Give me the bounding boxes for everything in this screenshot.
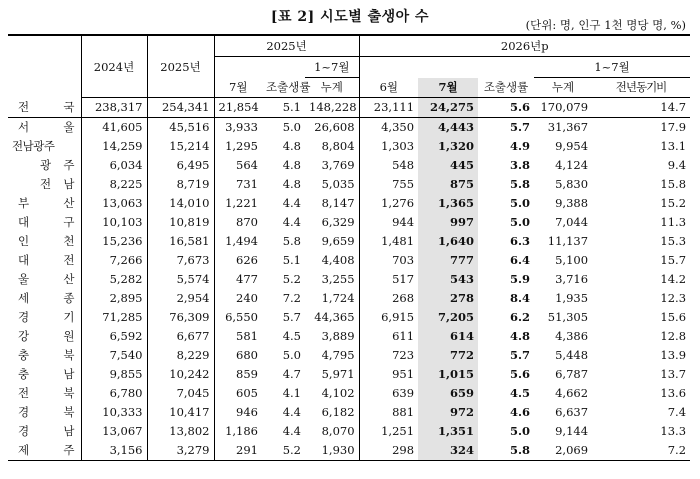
value-cell: 13,802 bbox=[147, 422, 214, 441]
value-cell: 1,365 bbox=[418, 194, 478, 213]
value-cell: 4.8 bbox=[282, 158, 301, 172]
value-cell: 5.0 bbox=[510, 196, 531, 210]
value-cell: 1,640 bbox=[418, 232, 478, 251]
value-cell: 7.2 bbox=[282, 291, 301, 305]
value-cell: 3.8 bbox=[510, 158, 531, 172]
value-cell: 2,069 bbox=[534, 441, 592, 461]
region-cell: 인 천 bbox=[8, 232, 81, 251]
header-group-2026: 2026년p bbox=[359, 35, 690, 57]
value-cell: 291 bbox=[214, 441, 262, 461]
value-cell: 3,156 bbox=[81, 441, 147, 461]
value-cell: 15.3 bbox=[660, 234, 687, 248]
value-cell: 1,481 bbox=[381, 234, 415, 248]
value-cell: 605 bbox=[236, 386, 258, 400]
value-cell: 3,279 bbox=[147, 441, 214, 461]
value-cell: 6,034 bbox=[81, 156, 147, 175]
value-cell: 875 bbox=[418, 175, 478, 194]
value-cell: 23,111 bbox=[359, 98, 418, 118]
value-cell: 4,350 bbox=[381, 120, 415, 134]
value-cell: 41,605 bbox=[81, 118, 147, 138]
value-cell: 16,581 bbox=[147, 232, 214, 251]
value-cell: 5.8 bbox=[478, 441, 534, 461]
value-cell: 951 bbox=[392, 367, 415, 381]
table-title: [표 2] 시도별 출생아 수 bbox=[270, 9, 430, 25]
value-cell: 254,341 bbox=[147, 98, 214, 118]
value-cell: 1,221 bbox=[225, 196, 258, 210]
region-cell: 경 북 bbox=[8, 403, 81, 422]
value-cell: 4.7 bbox=[282, 367, 301, 381]
value-cell: 1,303 bbox=[381, 139, 415, 153]
value-cell: 9,855 bbox=[81, 365, 147, 384]
value-cell: 3,255 bbox=[305, 270, 359, 289]
value-cell: 1,276 bbox=[381, 196, 415, 210]
value-cell: 1,935 bbox=[555, 291, 589, 305]
header-month6-2026: 6월 bbox=[359, 78, 418, 98]
value-cell: 1,494 bbox=[225, 234, 258, 248]
value-cell: 4,102 bbox=[305, 384, 359, 403]
table-row bbox=[8, 441, 690, 461]
value-cell: 10,103 bbox=[81, 213, 147, 232]
value-cell: 6,592 bbox=[81, 327, 147, 346]
region-cell: 강 원 bbox=[8, 327, 81, 346]
value-cell: 13,067 bbox=[81, 422, 147, 441]
value-cell: 1,251 bbox=[381, 424, 415, 438]
value-cell: 12.3 bbox=[660, 291, 687, 305]
value-cell: 15,236 bbox=[81, 232, 147, 251]
value-cell: 859 bbox=[236, 367, 258, 381]
value-cell: 4.5 bbox=[510, 386, 531, 400]
value-cell: 238,317 bbox=[81, 98, 147, 118]
value-cell: 548 bbox=[392, 158, 415, 172]
header-blank-2 bbox=[359, 57, 534, 78]
table-row bbox=[8, 156, 690, 175]
value-cell: 15.2 bbox=[660, 196, 687, 210]
value-cell: 2,954 bbox=[147, 289, 214, 308]
region-cell: 울 산 bbox=[8, 270, 81, 289]
value-cell: 8,225 bbox=[81, 175, 147, 194]
value-cell: 3,889 bbox=[305, 327, 359, 346]
value-cell: 7.4 bbox=[667, 405, 687, 419]
value-cell: 3,716 bbox=[555, 272, 589, 286]
value-cell: 997 bbox=[418, 213, 478, 232]
value-cell: 5.0 bbox=[282, 120, 301, 134]
value-cell: 611 bbox=[392, 329, 415, 343]
region-cell: 전 북 bbox=[8, 384, 81, 403]
value-cell: 723 bbox=[392, 348, 415, 362]
value-cell: 12.8 bbox=[660, 329, 687, 343]
births-by-region-table bbox=[8, 34, 690, 461]
region-cell: 서 울 bbox=[8, 118, 81, 138]
value-cell: 9,659 bbox=[305, 232, 359, 251]
value-cell: 4.6 bbox=[510, 405, 531, 419]
value-cell: 680 bbox=[236, 348, 258, 362]
value-cell: 11,137 bbox=[547, 234, 589, 248]
value-cell: 881 bbox=[392, 405, 415, 419]
value-cell: 14,259 bbox=[81, 137, 147, 156]
value-cell: 6,677 bbox=[147, 327, 214, 346]
value-cell: 44,365 bbox=[305, 308, 359, 327]
value-cell: 639 bbox=[392, 386, 415, 400]
table-row bbox=[8, 175, 690, 194]
value-cell: 8.4 bbox=[510, 291, 531, 305]
value-cell: 5,971 bbox=[305, 365, 359, 384]
table-row bbox=[8, 289, 690, 308]
value-cell: 4,386 bbox=[555, 329, 589, 343]
region-cell: 경 기 bbox=[8, 308, 81, 327]
value-cell: 298 bbox=[359, 441, 418, 461]
value-cell: 4,408 bbox=[305, 251, 359, 270]
table-row bbox=[8, 270, 690, 289]
region-cell: 광 주 bbox=[8, 156, 81, 175]
value-cell: 8,229 bbox=[147, 346, 214, 365]
table-row bbox=[8, 232, 690, 251]
header-range-2025: 1~7월 bbox=[305, 57, 359, 78]
value-cell: 5,282 bbox=[81, 270, 147, 289]
header-group-2025: 2025년 bbox=[214, 35, 359, 57]
value-cell: 5.7 bbox=[282, 310, 301, 324]
value-cell: 5,574 bbox=[147, 270, 214, 289]
value-cell: 21,854 bbox=[214, 98, 262, 118]
value-cell: 26,608 bbox=[305, 118, 359, 138]
value-cell: 1,186 bbox=[225, 424, 258, 438]
value-cell: 5.0 bbox=[510, 424, 531, 438]
header-2025: 2025년 bbox=[147, 35, 214, 98]
value-cell: 8,147 bbox=[305, 194, 359, 213]
value-cell: 5.7 bbox=[510, 120, 531, 134]
value-cell: 17.9 bbox=[660, 120, 687, 134]
value-cell: 7,540 bbox=[81, 346, 147, 365]
value-cell: 6,787 bbox=[555, 367, 589, 381]
value-cell: 5.2 bbox=[262, 441, 305, 461]
value-cell: 4.9 bbox=[510, 139, 531, 153]
header-2024: 2024년 bbox=[81, 35, 147, 98]
value-cell: 5.0 bbox=[282, 348, 301, 362]
value-cell: 626 bbox=[236, 253, 258, 267]
value-cell: 5.6 bbox=[478, 98, 534, 118]
value-cell: 10,819 bbox=[147, 213, 214, 232]
value-cell: 5.8 bbox=[282, 234, 301, 248]
value-cell: 8,719 bbox=[147, 175, 214, 194]
value-cell: 4.4 bbox=[282, 424, 301, 438]
value-cell: 3,933 bbox=[225, 120, 258, 134]
value-cell: 9.4 bbox=[667, 158, 687, 172]
table-body bbox=[8, 98, 690, 461]
value-cell: 45,516 bbox=[147, 118, 214, 138]
value-cell: 4.4 bbox=[282, 196, 301, 210]
value-cell: 9,388 bbox=[555, 196, 589, 210]
value-cell: 7,044 bbox=[555, 215, 589, 229]
region-cell: 충 북 bbox=[8, 346, 81, 365]
value-cell: 1,015 bbox=[418, 365, 478, 384]
table-row bbox=[8, 365, 690, 384]
value-cell: 7,266 bbox=[81, 251, 147, 270]
region-cell: 충 남 bbox=[8, 365, 81, 384]
value-cell: 71,285 bbox=[81, 308, 147, 327]
value-cell: 13,063 bbox=[81, 194, 147, 213]
value-cell: 268 bbox=[392, 291, 415, 305]
value-cell: 7,045 bbox=[147, 384, 214, 403]
value-cell: 4.8 bbox=[510, 329, 531, 343]
value-cell: 9,954 bbox=[555, 139, 589, 153]
value-cell: 7,673 bbox=[147, 251, 214, 270]
value-cell: 148,228 bbox=[305, 98, 359, 118]
value-cell: 703 bbox=[392, 253, 415, 267]
region-cell: 전 국 bbox=[8, 98, 81, 118]
value-cell: 5.8 bbox=[510, 177, 531, 191]
value-cell: 4,124 bbox=[555, 158, 589, 172]
value-cell: 4.5 bbox=[282, 329, 301, 343]
value-cell: 4.4 bbox=[282, 215, 301, 229]
value-cell: 170,079 bbox=[534, 98, 592, 118]
value-cell: 4.8 bbox=[282, 139, 301, 153]
value-cell: 6,915 bbox=[381, 310, 415, 324]
value-cell: 4.1 bbox=[282, 386, 301, 400]
region-cell: 전 남 bbox=[8, 175, 81, 194]
value-cell: 6,329 bbox=[305, 213, 359, 232]
value-cell: 240 bbox=[236, 291, 258, 305]
region-cell: 대 구 bbox=[8, 213, 81, 232]
value-cell: 5.7 bbox=[510, 348, 531, 362]
value-cell: 8,070 bbox=[305, 422, 359, 441]
value-cell: 13.6 bbox=[660, 386, 687, 400]
value-cell: 15,214 bbox=[147, 137, 214, 156]
value-cell: 13.9 bbox=[660, 348, 687, 362]
value-cell: 972 bbox=[418, 403, 478, 422]
value-cell: 5.9 bbox=[510, 272, 531, 286]
value-cell: 5.2 bbox=[282, 272, 301, 286]
value-cell: 13.1 bbox=[660, 139, 687, 153]
value-cell: 6.3 bbox=[510, 234, 531, 248]
value-cell: 2,895 bbox=[81, 289, 147, 308]
value-cell: 14.7 bbox=[592, 98, 690, 118]
region-cell: 세 종 bbox=[8, 289, 81, 308]
region-header bbox=[8, 35, 81, 98]
region-cell: 부 산 bbox=[8, 194, 81, 213]
table-row bbox=[8, 384, 690, 403]
region-cell: 전남광주 bbox=[8, 137, 81, 156]
value-cell: 8,804 bbox=[305, 137, 359, 156]
value-cell: 13.3 bbox=[660, 424, 687, 438]
value-cell: 10,417 bbox=[147, 403, 214, 422]
table-row bbox=[8, 308, 690, 327]
value-cell: 5,035 bbox=[305, 175, 359, 194]
header-rate-2026: 조출생률 bbox=[478, 78, 534, 98]
value-cell: 5,100 bbox=[555, 253, 589, 267]
value-cell: 564 bbox=[236, 158, 258, 172]
table-row bbox=[8, 118, 690, 138]
value-cell: 3,769 bbox=[305, 156, 359, 175]
value-cell: 772 bbox=[418, 346, 478, 365]
header-yoy: 전년동기비 bbox=[592, 78, 690, 98]
value-cell: 6.2 bbox=[510, 310, 531, 324]
value-cell: 5.1 bbox=[262, 98, 305, 118]
table-row bbox=[8, 98, 690, 118]
value-cell: 7,205 bbox=[418, 308, 478, 327]
value-cell: 31,367 bbox=[547, 120, 589, 134]
value-cell: 755 bbox=[392, 177, 415, 191]
value-cell: 1,320 bbox=[418, 137, 478, 156]
value-cell: 659 bbox=[418, 384, 478, 403]
value-cell: 4,443 bbox=[418, 118, 478, 138]
value-cell: 581 bbox=[236, 329, 258, 343]
header-blank-1 bbox=[214, 57, 305, 78]
value-cell: 24,275 bbox=[418, 98, 478, 118]
value-cell: 614 bbox=[418, 327, 478, 346]
region-cell: 대 전 bbox=[8, 251, 81, 270]
table-row bbox=[8, 137, 690, 156]
header-cumulative-2026: 누계 bbox=[534, 78, 592, 98]
region-cell: 경 남 bbox=[8, 422, 81, 441]
value-cell: 5,448 bbox=[555, 348, 589, 362]
value-cell: 6.4 bbox=[510, 253, 531, 267]
value-cell: 477 bbox=[236, 272, 258, 286]
value-cell: 6,182 bbox=[305, 403, 359, 422]
table-header bbox=[8, 35, 690, 98]
header-month7-2026: 7월 bbox=[418, 78, 478, 98]
value-cell: 15.7 bbox=[660, 253, 687, 267]
value-cell: 5.0 bbox=[510, 215, 531, 229]
value-cell: 10,333 bbox=[81, 403, 147, 422]
value-cell: 7.2 bbox=[592, 441, 690, 461]
value-cell: 13.7 bbox=[660, 367, 687, 381]
value-cell: 4,795 bbox=[305, 346, 359, 365]
value-cell: 14,010 bbox=[147, 194, 214, 213]
header-range-2026: 1~7월 bbox=[534, 57, 690, 78]
value-cell: 9,144 bbox=[555, 424, 589, 438]
value-cell: 777 bbox=[418, 251, 478, 270]
value-cell: 4,662 bbox=[555, 386, 589, 400]
value-cell: 76,309 bbox=[147, 308, 214, 327]
table-row bbox=[8, 213, 690, 232]
table-row bbox=[8, 327, 690, 346]
value-cell: 10,242 bbox=[147, 365, 214, 384]
value-cell: 15.6 bbox=[660, 310, 687, 324]
value-cell: 11.3 bbox=[660, 215, 687, 229]
value-cell: 14.2 bbox=[660, 272, 687, 286]
table-row bbox=[8, 422, 690, 441]
value-cell: 1,930 bbox=[305, 441, 359, 461]
value-cell: 1,351 bbox=[418, 422, 478, 441]
header-cumulative-2025: 누계 bbox=[305, 78, 359, 98]
value-cell: 4.8 bbox=[282, 177, 301, 191]
value-cell: 445 bbox=[418, 156, 478, 175]
value-cell: 1,295 bbox=[225, 139, 258, 153]
unit-note: (단위: 명, 인구 1천 명당 명, %) bbox=[525, 18, 686, 32]
header-month7-2025: 7월 bbox=[214, 78, 262, 98]
value-cell: 5.6 bbox=[510, 367, 531, 381]
value-cell: 5,830 bbox=[555, 177, 589, 191]
value-cell: 517 bbox=[392, 272, 415, 286]
value-cell: 6,780 bbox=[81, 384, 147, 403]
value-cell: 5.1 bbox=[282, 253, 301, 267]
value-cell: 278 bbox=[418, 289, 478, 308]
table-row bbox=[8, 403, 690, 422]
value-cell: 944 bbox=[392, 215, 415, 229]
value-cell: 870 bbox=[236, 215, 258, 229]
table-row bbox=[8, 194, 690, 213]
value-cell: 51,305 bbox=[547, 310, 589, 324]
value-cell: 15.8 bbox=[660, 177, 687, 191]
value-cell: 6,550 bbox=[225, 310, 258, 324]
header-rate-2025: 조출생률 bbox=[262, 78, 305, 98]
value-cell: 543 bbox=[418, 270, 478, 289]
value-cell: 4.4 bbox=[282, 405, 301, 419]
value-cell: 6,637 bbox=[555, 405, 589, 419]
value-cell: 731 bbox=[236, 177, 258, 191]
value-cell: 324 bbox=[418, 441, 478, 461]
value-cell: 1,724 bbox=[305, 289, 359, 308]
table-row bbox=[8, 251, 690, 270]
table-row bbox=[8, 346, 690, 365]
region-cell: 제 주 bbox=[8, 441, 81, 461]
value-cell: 6,495 bbox=[147, 156, 214, 175]
value-cell: 946 bbox=[236, 405, 258, 419]
